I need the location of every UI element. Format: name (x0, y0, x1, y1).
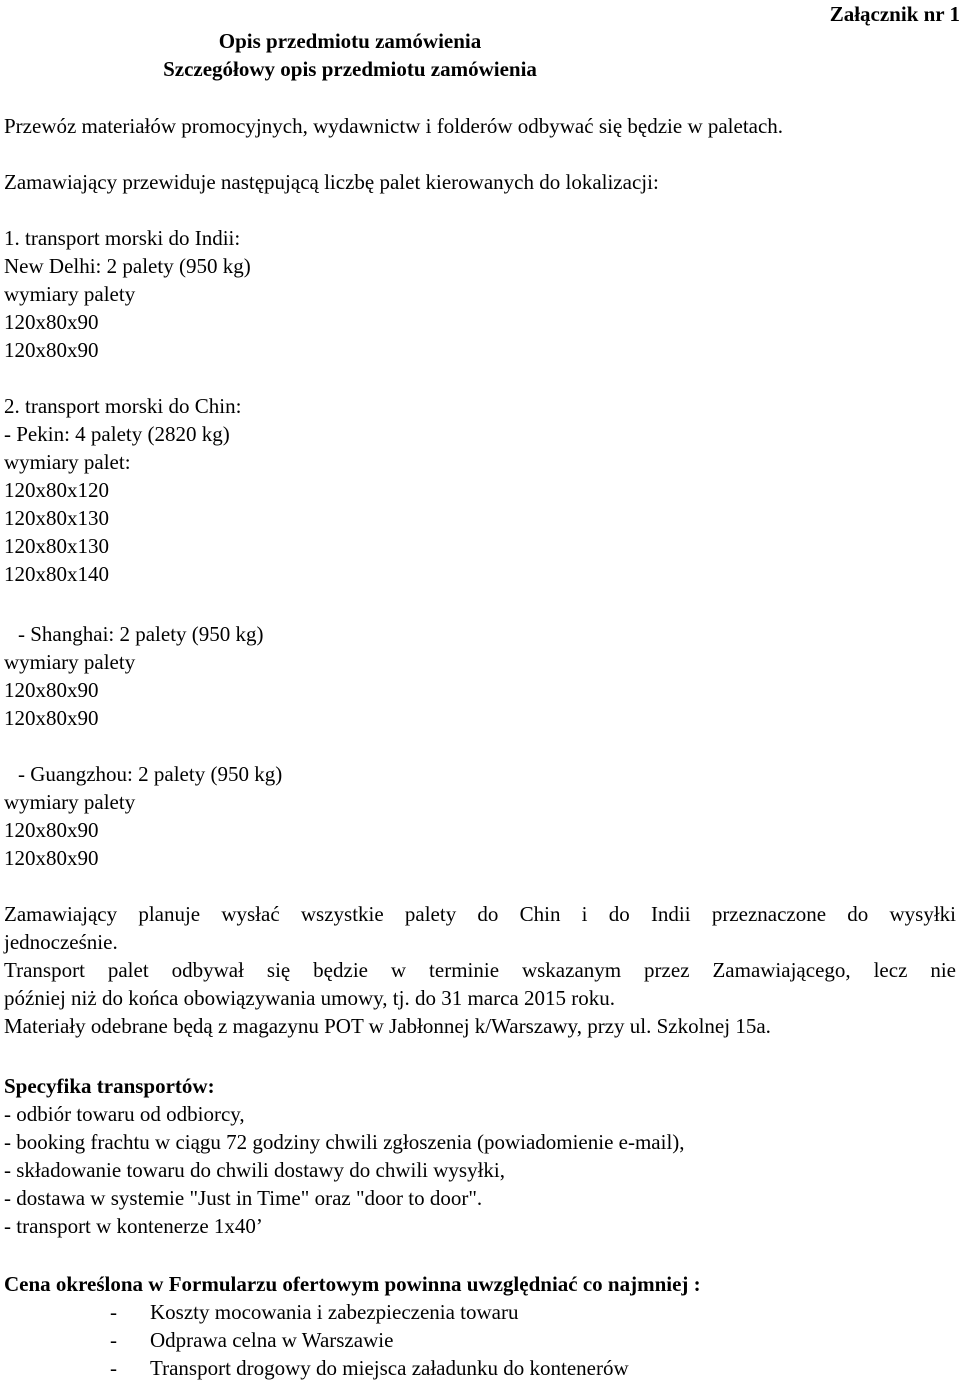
paragraph-2-line-2: później niż do końca obowiązywania umowy, tj. do 31 marca 2015 roku. (4, 986, 615, 1010)
india-location: New Delhi: 2 palety (950 kg) (4, 254, 251, 278)
list-dash: - (110, 1356, 117, 1380)
shanghai-location: - Shanghai: 2 palety (950 kg) (18, 622, 264, 646)
price-item (4, 1354, 956, 1382)
price-item (4, 1298, 956, 1326)
beijing-dim: 120x80x130 (4, 506, 109, 530)
india-dim: 120x80x90 (4, 338, 99, 362)
document-title (0, 27, 700, 83)
paragraph-1-line-1: Zamawiający planuje wysłać wszystkie palety do Chin i do Indii przeznaczone do wysyłki (4, 902, 956, 926)
spec-item: - dostawa w systemie "Just in Time" oraz "door to door". (4, 1186, 483, 1210)
shanghai-dim: 120x80x90 (4, 706, 99, 730)
price-item (4, 1326, 956, 1354)
china-heading: 2. transport morski do Chin: (4, 394, 242, 418)
guangzhou-section (4, 760, 956, 872)
list-dash: - (110, 1328, 117, 1352)
price-heading: Cena określona w Formularzu ofertowym powinna uwzględniać co najmniej : (4, 1272, 701, 1296)
beijing-dim: 120x80x130 (4, 534, 109, 558)
annex-label: Załącznik nr 1 (829, 2, 960, 26)
title-line-1: Opis przedmiotu zamówienia (218, 29, 482, 53)
china-section (4, 392, 956, 588)
spec-item: - składowanie towaru do chwili dostawy do chwili wysyłki, (4, 1158, 506, 1182)
spec-heading: Specyfika transportów: (4, 1074, 215, 1098)
title-line-2: Szczegółowy opis przedmiotu zamówienia (163, 57, 537, 81)
paragraph-3: Materiały odebrane będą z magazynu POT w Jabłonnej k/Warszawy, przy ul. Szkolnej 15a. (4, 1014, 771, 1038)
price-item-text: Transport drogowy do miejsca załadunku do kontenerów (150, 1356, 629, 1380)
list-dash: - (110, 1300, 117, 1324)
spec-item: - booking frachtu w ciągu 72 godziny chwili zgłoszenia (powiadomienie e-mail), (4, 1130, 685, 1154)
india-dims-label: wymiary palety (4, 282, 136, 306)
india-section (4, 224, 956, 364)
shanghai-dim: 120x80x90 (4, 678, 99, 702)
pallets-heading (4, 168, 956, 196)
price-item-text: Odprawa celna w Warszawie (150, 1328, 394, 1352)
price-section (4, 1270, 956, 1382)
india-heading: 1. transport morski do Indii: (4, 226, 241, 250)
spec-section (4, 1072, 956, 1240)
shanghai-dims-label: wymiary palety (4, 650, 136, 674)
paragraph-1-line-2: jednocześnie. (4, 930, 118, 954)
terms-paragraphs (4, 900, 956, 1040)
guangzhou-dim: 120x80x90 (4, 818, 99, 842)
pallets-heading-text: Zamawiający przewiduje następującą liczbę palet kierowanych do lokalizacji: (4, 170, 659, 194)
guangzhou-dims-label: wymiary palety (4, 790, 136, 814)
spec-item: - transport w kontenerze 1x40’ (4, 1214, 263, 1238)
guangzhou-dim: 120x80x90 (4, 846, 99, 870)
beijing-dims-label: wymiary palet: (4, 450, 131, 474)
shanghai-section (4, 620, 956, 732)
beijing-dim: 120x80x120 (4, 478, 109, 502)
guangzhou-location: - Guangzhou: 2 palety (950 kg) (18, 762, 283, 786)
intro-paragraph (4, 112, 956, 140)
paragraph-2-line-1: Transport palet odbywał się będzie w terminie wskazanym przez Zamawiającego, lecz nie (4, 958, 956, 982)
intro-text: Przewóz materiałów promocyjnych, wydawnictw i folderów odbywać się będzie w paletach. (4, 114, 784, 138)
india-dim: 120x80x90 (4, 310, 99, 334)
beijing-dim: 120x80x140 (4, 562, 109, 586)
price-item-text: Koszty mocowania i zabezpieczenia towaru (150, 1300, 519, 1324)
beijing-location: - Pekin: 4 palety (2820 kg) (4, 422, 230, 446)
spec-item: - odbiór towaru od odbiorcy, (4, 1102, 245, 1126)
